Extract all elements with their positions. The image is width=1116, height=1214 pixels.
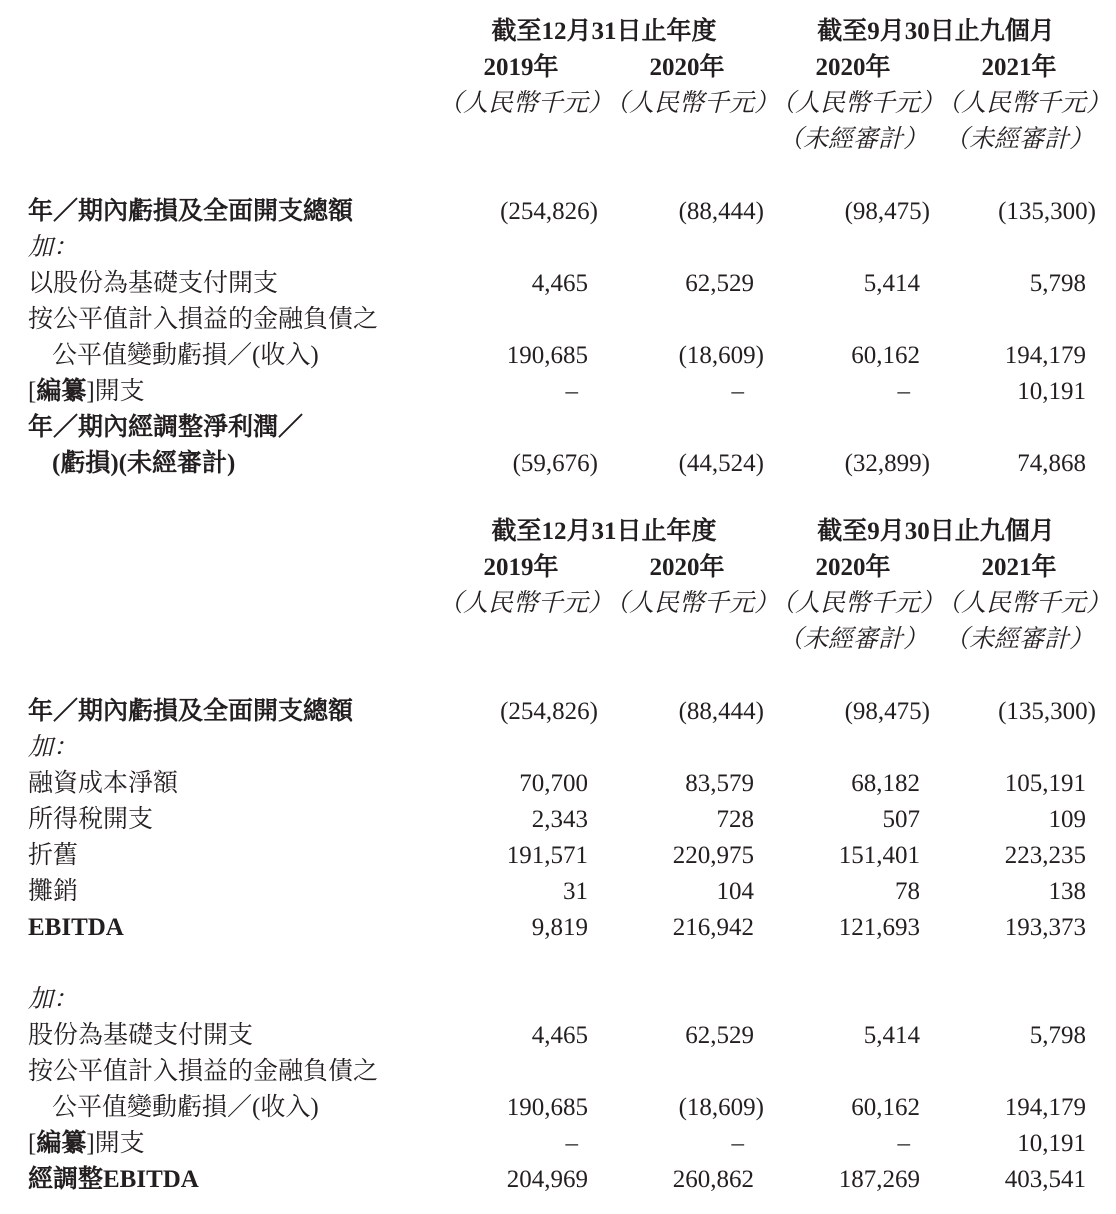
row-label: 融資成本淨額 xyxy=(28,770,179,797)
year-2020-header: 2020年 xyxy=(649,554,725,581)
cell-value: 78 xyxy=(895,878,920,905)
unit-header: （人民幣千元） xyxy=(770,90,946,117)
cell-value: (98,475) xyxy=(844,198,930,225)
cell-value: 5,798 xyxy=(1029,270,1086,297)
bracket-close-text: ]開支 xyxy=(86,1130,145,1157)
cell-value: 70,700 xyxy=(519,770,588,797)
unit-header: （人民幣千元） xyxy=(604,90,780,117)
table-row xyxy=(0,266,1116,302)
cell-value: 403,541 xyxy=(1004,1166,1086,1193)
cell-value: 109 xyxy=(1048,806,1086,833)
bracket-open: [ xyxy=(28,1130,37,1157)
cell-value: (32,899) xyxy=(844,450,930,477)
unit-header: （人民幣千元） xyxy=(936,590,1112,617)
table-row xyxy=(0,1126,1116,1162)
cell-value: 216,942 xyxy=(672,914,754,941)
row-label: 經調整EBITDA xyxy=(28,1166,199,1193)
year-2020-9m-header: 2020年 xyxy=(815,54,891,81)
row-label: 股份為基礎支付開支 xyxy=(28,1022,254,1049)
cell-value: 121,693 xyxy=(838,914,920,941)
cell-value: 31 xyxy=(563,878,588,905)
row-label: 公平值變動虧損／(收入) xyxy=(52,1094,319,1121)
cell-value: 5,414 xyxy=(863,1022,920,1049)
cell-value: 204,969 xyxy=(506,1166,588,1193)
table-row xyxy=(0,838,1116,874)
cell-value: 728 xyxy=(716,806,754,833)
unit-header: （人民幣千元） xyxy=(438,590,614,617)
row-label: 加： xyxy=(28,986,79,1013)
cell-value: 194,179 xyxy=(1004,342,1086,369)
cell-value: 4,465 xyxy=(531,1022,588,1049)
cell-value: 191,571 xyxy=(506,842,588,869)
cell-value: 10,191 xyxy=(1017,378,1086,405)
table-row xyxy=(0,910,1116,946)
cell-value: 223,235 xyxy=(1004,842,1086,869)
period-9m-header: 截至9月30日止九個月 xyxy=(817,518,1055,545)
unit-header: （人民幣千元） xyxy=(604,590,780,617)
year-2020-header: 2020年 xyxy=(649,54,725,81)
cell-value: 5,414 xyxy=(863,270,920,297)
row-label: 公平值變動虧損／(收入) xyxy=(52,342,319,369)
cell-value: 5,798 xyxy=(1029,1022,1086,1049)
row-label: 年／期內經調整淨利潤／ xyxy=(28,414,304,441)
cell-value: 9,819 xyxy=(531,914,588,941)
cell-value: (254,826) xyxy=(500,698,598,725)
table-row xyxy=(0,446,1116,482)
unit-header: （人民幣千元） xyxy=(770,590,946,617)
row-label: 年／期內虧損及全面開支總額 xyxy=(28,198,354,225)
cell-value: 10,191 xyxy=(1017,1130,1086,1157)
cell-value: – xyxy=(731,378,744,405)
row-label xyxy=(28,374,145,410)
table-row xyxy=(0,302,1116,338)
row-label: 折舊 xyxy=(28,842,79,869)
cell-value: 187,269 xyxy=(838,1166,920,1193)
table-row xyxy=(0,730,1116,766)
cell-value: 190,685 xyxy=(506,342,588,369)
table-row xyxy=(0,1090,1116,1126)
cell-value: (98,475) xyxy=(844,698,930,725)
redacted-term: 編纂 xyxy=(36,378,87,405)
row-label: EBITDA xyxy=(28,914,124,941)
table-row xyxy=(0,1018,1116,1054)
unaudited-header: （未經審計） xyxy=(777,126,928,153)
unaudited-header: （未經審計） xyxy=(777,626,928,653)
table-row xyxy=(0,338,1116,374)
cell-value: 74,868 xyxy=(1017,450,1086,477)
cell-value: – xyxy=(565,378,578,405)
redacted-term: 編纂 xyxy=(36,1130,87,1157)
cell-value: (18,609) xyxy=(678,342,764,369)
cell-value: 507 xyxy=(882,806,920,833)
year-2021-9m-header: 2021年 xyxy=(981,54,1057,81)
table-row xyxy=(0,874,1116,910)
cell-value: (135,300) xyxy=(998,198,1096,225)
cell-value: 104 xyxy=(716,878,754,905)
cell-value: 60,162 xyxy=(851,1094,920,1121)
table-row xyxy=(0,802,1116,838)
year-2019-header: 2019年 xyxy=(483,54,559,81)
cell-value: (254,826) xyxy=(500,198,598,225)
table-row xyxy=(0,694,1116,730)
row-label: 加： xyxy=(28,234,79,261)
cell-value: 68,182 xyxy=(851,770,920,797)
cell-value: 4,465 xyxy=(531,270,588,297)
unit-header: （人民幣千元） xyxy=(936,90,1112,117)
cell-value: 83,579 xyxy=(685,770,754,797)
table-row xyxy=(0,230,1116,266)
cell-value: – xyxy=(565,1130,578,1157)
cell-value: 105,191 xyxy=(1004,770,1086,797)
row-label: 年／期內虧損及全面開支總額 xyxy=(28,698,354,725)
unaudited-header: （未經審計） xyxy=(943,126,1094,153)
cell-value: – xyxy=(731,1130,744,1157)
cell-value: (88,444) xyxy=(678,698,764,725)
row-label: 攤銷 xyxy=(28,878,79,905)
period-fy-header: 截至12月31日止年度 xyxy=(491,18,717,45)
table-row xyxy=(0,982,1116,1018)
year-2021-9m-header: 2021年 xyxy=(981,554,1057,581)
cell-value: (44,524) xyxy=(678,450,764,477)
cell-value: – xyxy=(897,1130,910,1157)
table-row xyxy=(0,194,1116,230)
period-fy-header: 截至12月31日止年度 xyxy=(491,518,717,545)
table-row xyxy=(0,374,1116,410)
bracket-close-text: ]開支 xyxy=(86,378,145,405)
row-label: 所得稅開支 xyxy=(28,806,154,833)
cell-value: (18,609) xyxy=(678,1094,764,1121)
table-row xyxy=(0,766,1116,802)
cell-value: 138 xyxy=(1048,878,1086,905)
year-2019-header: 2019年 xyxy=(483,554,559,581)
cell-value: 2,343 xyxy=(531,806,588,833)
unit-header: （人民幣千元） xyxy=(438,90,614,117)
cell-value: 260,862 xyxy=(672,1166,754,1193)
cell-value: 193,373 xyxy=(1004,914,1086,941)
row-label: 以股份為基礎支付開支 xyxy=(28,270,279,297)
unaudited-header: （未經審計） xyxy=(943,626,1094,653)
table-row xyxy=(0,1054,1116,1090)
cell-value: 190,685 xyxy=(506,1094,588,1121)
row-label xyxy=(28,1126,145,1162)
cell-value: – xyxy=(897,378,910,405)
cell-value: (88,444) xyxy=(678,198,764,225)
bracket-open: [ xyxy=(28,378,37,405)
cell-value: (135,300) xyxy=(998,698,1096,725)
cell-value: 62,529 xyxy=(685,270,754,297)
period-9m-header: 截至9月30日止九個月 xyxy=(817,18,1055,45)
row-label: (虧損)(未經審計) xyxy=(52,450,236,477)
row-label: 按公平值計入損益的金融負債之 xyxy=(28,306,379,333)
cell-value: 60,162 xyxy=(851,342,920,369)
row-label: 按公平值計入損益的金融負債之 xyxy=(28,1058,379,1085)
row-label: 加： xyxy=(28,734,79,761)
table-row xyxy=(0,410,1116,446)
cell-value: 220,975 xyxy=(672,842,754,869)
table-row xyxy=(0,1162,1116,1198)
cell-value: 194,179 xyxy=(1004,1094,1086,1121)
year-2020-9m-header: 2020年 xyxy=(815,554,891,581)
cell-value: 151,401 xyxy=(838,842,920,869)
cell-value: (59,676) xyxy=(512,450,598,477)
cell-value: 62,529 xyxy=(685,1022,754,1049)
